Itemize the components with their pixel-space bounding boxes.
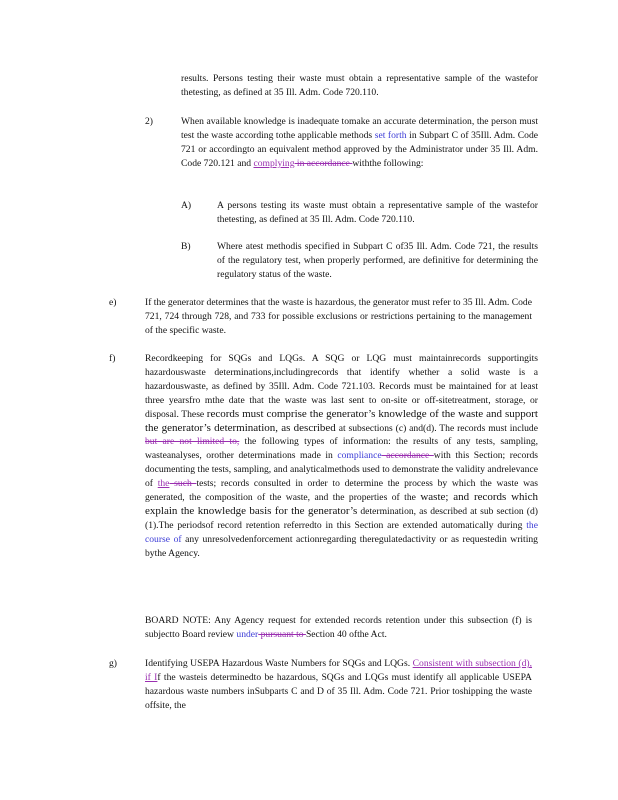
item-g-label: g): [109, 658, 117, 669]
item-f-label: f): [109, 353, 116, 364]
bold-insert: records must comprise the generator’s knowledge of the waste and support the generator’s determination, as described: [145, 407, 538, 434]
deleted-text: pursuant to: [258, 628, 306, 640]
item-B-text: Where atest methodis specified in Subpart C of35 Ill. Adm. Code 721, the results of the regulatory test, when properly performed, are definitive for determining the regulatory status of the waste.: [217, 241, 538, 280]
item-A-label: A): [181, 200, 192, 211]
deleted-text: but are not limited to,: [145, 436, 240, 448]
item-f-text: Recordkeeping for SQGs and LQGs. A SQG or LQG must maintainrecords supportingits hazardouswaste determinations,includingrecords that identify whether a solid waste is a hazardouswaste, as defined by 35Ill. Adm. Code 721.103. Records must be maintained for at least three yearsfro mthe date that the waste was last sent to on-site or off-sitetreatment, storage, or disposal. These records must comprise the generator’s knowledge of the waste and support the generator’s determination, as described at subsections (c) and(d). The records must include but are not limited to, the following types of information: the results of any tests, sampling, wasteanalyses, orother determinations made in compliance accordance with this Section; records documenting the tests, sampling, and analyticalmethods used to demonstrate the validity andrelevance of the such tests; records consulted in order to determine the process by which the waste was generated, the composition of the waste, and the properties of the waste; and records which explain the knowledge basis for the generator’s determination, as described at sub section (d)(1).The periodsof record retention referredto in this Section are extended automatically during the course of any unresolvedenforcement actionregarding theregulatedactivity or as requestedin writing bythe Agency.: [145, 353, 538, 559]
bold-insert: waste; and records which explain the knowledge basis for the generator’s: [145, 491, 538, 517]
deleted-text: in accordance: [294, 157, 353, 169]
item-2-label: 2): [145, 116, 153, 127]
inserted-text: under: [236, 628, 259, 640]
deleted-text: accordance: [381, 450, 434, 462]
paragraph-continuation: results. Persons testing their waste must obtain a representative sample of the wastefor thetesting, as defined at 35 Ill. Adm. Code 720.110.: [181, 73, 538, 98]
item-A-text: A persons testing its waste must obtain a representative sample of the wastefor thetesting, as defined at 35 Ill. Adm. Code 720.110.: [217, 200, 538, 225]
board-note: BOARD NOTE: Any Agency request for extended records retention under this subsection (f) is subjectto Board review under pursuant to Section 40 ofthe Act.: [145, 615, 532, 640]
item-B-label: B): [181, 241, 191, 252]
item-e-label: e): [109, 297, 117, 308]
item-2-text: When available knowledge is inadequate tomake an accurate determination, the person must test the waste according tothe applicable methods set forth in Subpart C of 35Ill. Adm. Code 721 or accordingto an equivalent method approved by the Administrator under 35 Ill. Adm. Code 720.121 and complying in accordance withthe following:: [181, 116, 538, 169]
inserted-text: compliance: [337, 450, 382, 462]
item-g-text: Identifying USEPA Hazardous Waste Numbers for SQGs and LQGs. Consistent with subsection (d), if If the wasteis determinedto be hazardous, SQGs and LQGs must identify all applicable USEPA hazardous waste numbers inSubparts C and D of 35 Ill. Adm. Code 721. Prior toshipping the waste offsite, the: [145, 658, 532, 711]
inserted-text: Consistent with subsection (d), if I: [145, 658, 532, 683]
inserted-text: the course of: [145, 519, 538, 545]
deleted-text: such: [169, 478, 197, 490]
inserted-text: the: [157, 478, 170, 490]
inserted-text: complying: [253, 157, 295, 169]
inserted-text: set forth: [374, 129, 407, 141]
item-e-text: If the generator determines that the waste is hazardous, the generator must refer to 35 Ill. Adm. Code 721, 724 through 728, and 733 for possible exclusions or restrictions pertaining to the management of the specific waste.: [145, 297, 532, 336]
